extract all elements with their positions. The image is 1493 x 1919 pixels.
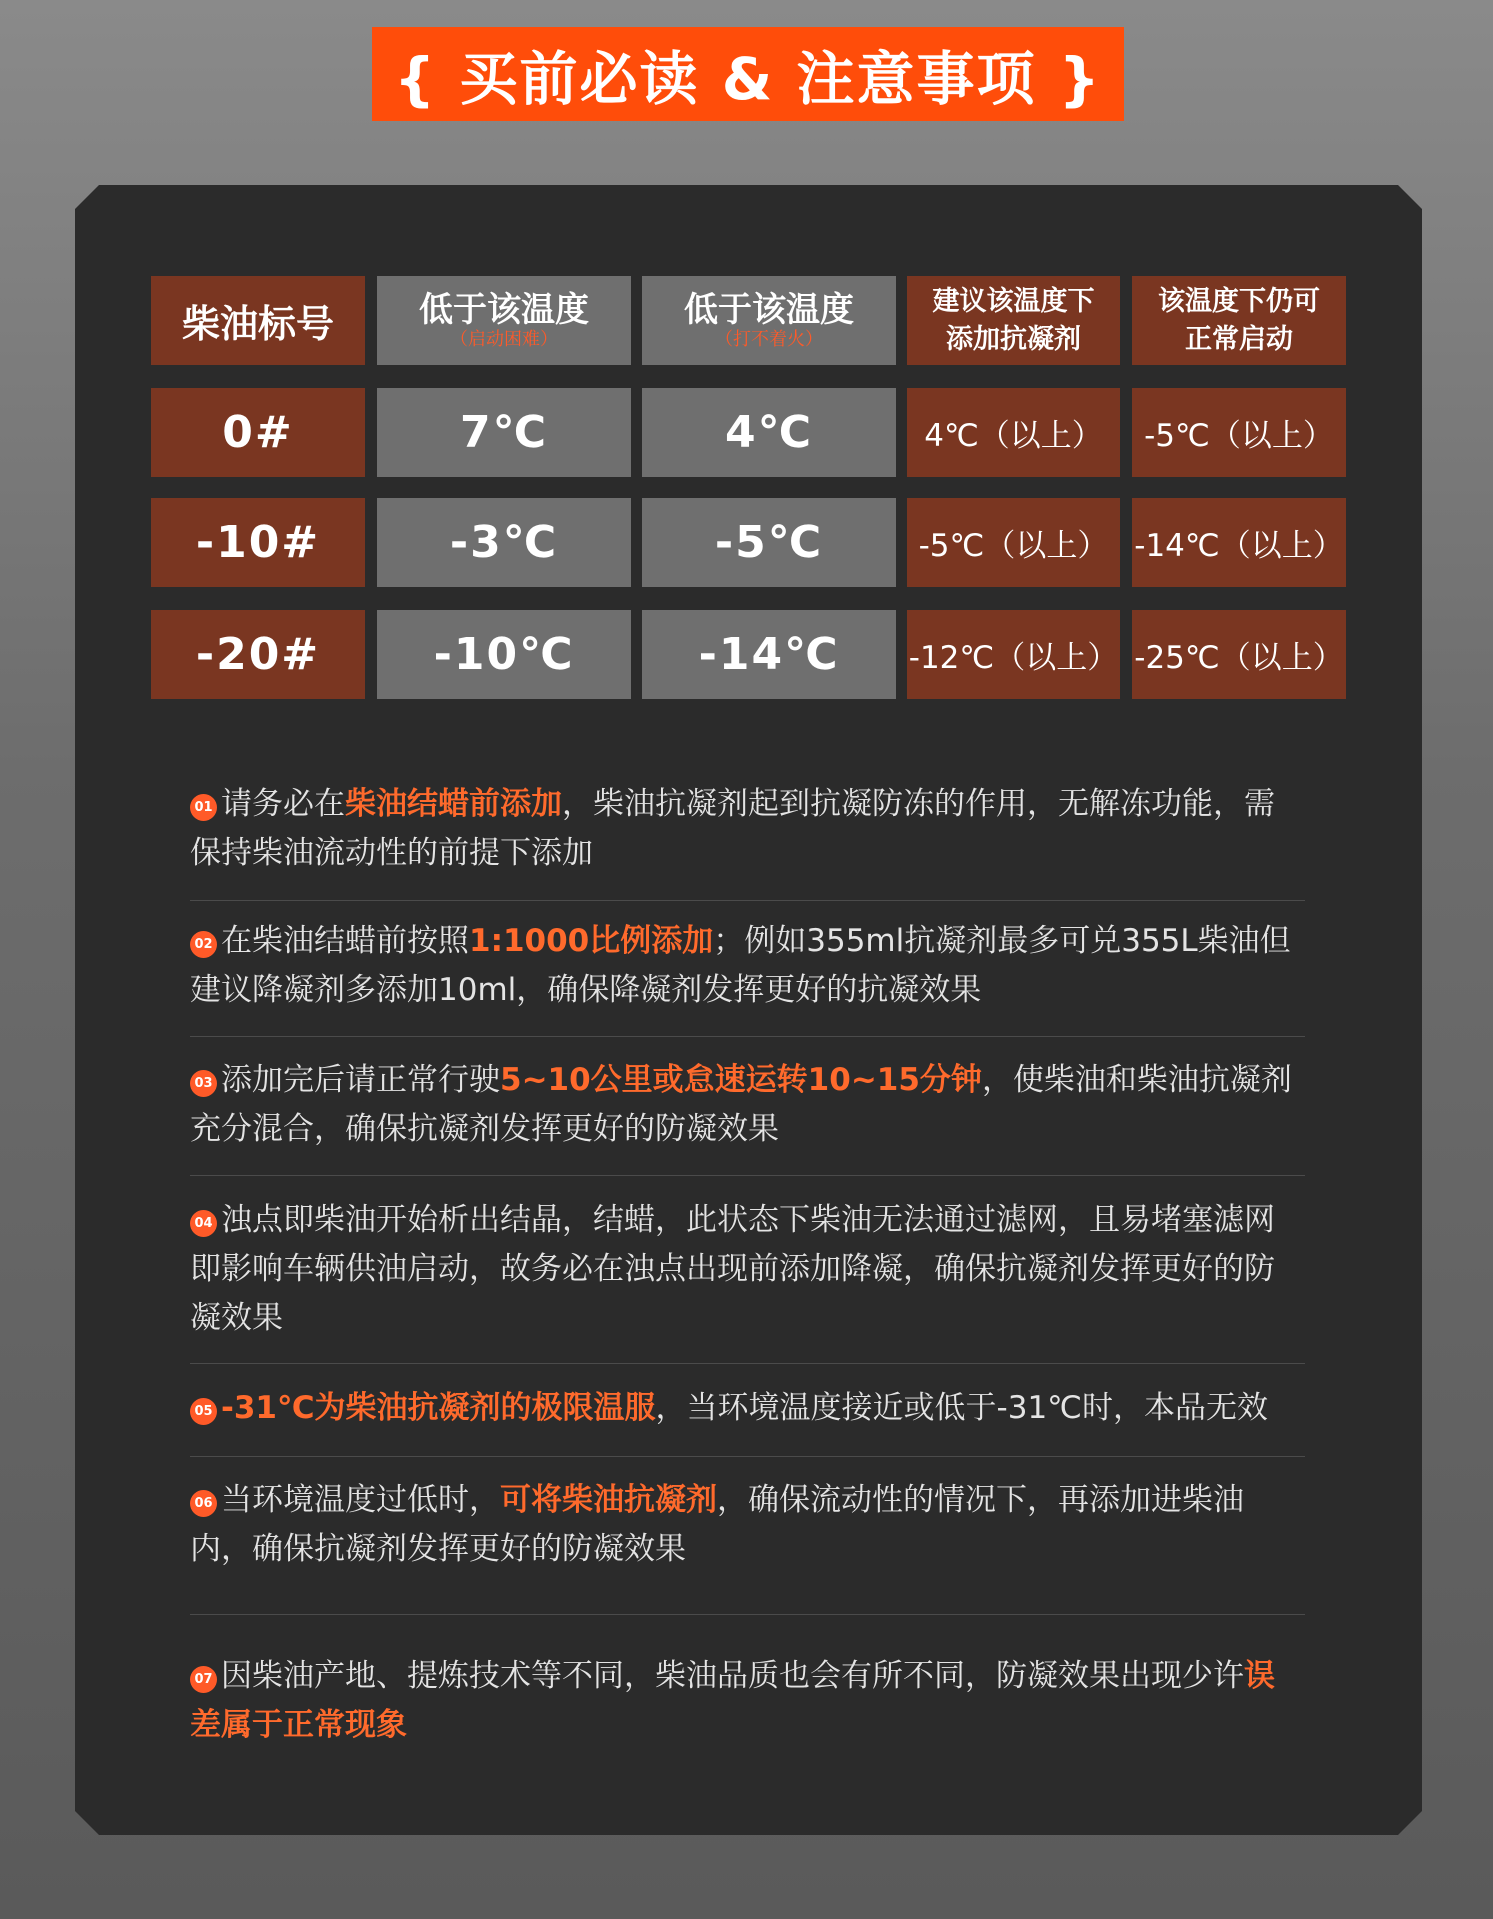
row-normal-start-temp: -25℃（以上）: [1132, 610, 1346, 699]
row-add-antigel-temp: 4℃（以上）: [907, 388, 1120, 477]
note-text: ，柴油抗凝剂起到抗凝防冻的作用，无解冻功能，需保持柴油流动性的前提下添加: [190, 786, 1275, 871]
row-hard-start-temp: -3℃: [377, 498, 631, 587]
row-normal-start-temp: -14℃（以上）: [1132, 498, 1346, 587]
row-add-antigel-temp: -5℃（以上）: [907, 498, 1120, 587]
note-highlight: -31℃为柴油抗凝剂的极限温服: [221, 1390, 656, 1426]
note-item: [190, 1476, 1305, 1574]
note-number-badge: 05: [190, 1398, 217, 1425]
header-add-antigel-line2: 添加抗凝剂: [946, 323, 1081, 355]
note-text: 在柴油结蜡前按照: [221, 923, 469, 959]
note-item: [190, 1056, 1305, 1154]
divider: [190, 1614, 1305, 1615]
note-text: 因柴油产地、提炼技术等不同，柴油品质也会有所不同，防凝效果出现少许: [221, 1658, 1244, 1694]
note-highlight: 可将柴油抗凝剂: [500, 1482, 717, 1518]
divider: [190, 1175, 1305, 1176]
row-no-ignition-temp: 4℃: [642, 388, 896, 477]
note-item: [190, 917, 1305, 1015]
header-hard-start-label: 低于该温度: [419, 289, 589, 330]
note-number-badge: 01: [190, 794, 217, 821]
header-normal-start-line2: 正常启动: [1185, 323, 1293, 355]
header-no-ignition-label: 低于该温度: [684, 289, 854, 330]
header-hard-start: [377, 276, 631, 365]
note-text: ，当环境温度接近或低于-31℃时，本品无效: [655, 1390, 1268, 1426]
row-hard-start-temp: -10℃: [377, 610, 631, 699]
row-grade: -10#: [151, 498, 365, 587]
note-text: 添加完后请正常行驶: [221, 1062, 500, 1098]
header-no-ignition-sub: （打不着火）: [715, 328, 823, 350]
note-number-badge: 02: [190, 931, 217, 958]
header-hard-start-sub: （启动困难）: [450, 328, 558, 350]
divider: [190, 1363, 1305, 1364]
note-text: ，使柴油和柴油抗凝剂充分混合，确保抗凝剂发挥更好的防凝效果: [190, 1062, 1292, 1147]
note-highlight: 5~10公里或怠速运转10~15分钟: [500, 1062, 982, 1098]
header-add-antigel: [907, 276, 1120, 365]
note-number-badge: 07: [190, 1666, 217, 1693]
row-add-antigel-temp: -12℃（以上）: [907, 610, 1120, 699]
divider: [190, 1456, 1305, 1457]
row-hard-start-temp: 7℃: [377, 388, 631, 477]
row-grade: 0#: [151, 388, 365, 477]
note-text: ；例如355ml抗凝剂最多可兑355L柴油但建议降凝剂多添加10ml，确保降凝剂发挥更好的抗凝效果: [190, 923, 1291, 1008]
note-number-badge: 04: [190, 1210, 217, 1237]
divider: [190, 1036, 1305, 1037]
header-normal-start: [1132, 276, 1346, 365]
header-no-ignition: [642, 276, 896, 365]
header-add-antigel-line1: 建议该温度下: [932, 285, 1095, 317]
note-text: 当环境温度过低时，: [221, 1482, 500, 1518]
note-item: [190, 1384, 1305, 1433]
note-text: ，确保流动性的情况下，再添加进柴油内，确保抗凝剂发挥更好的防凝效果: [190, 1482, 1244, 1567]
row-grade: -20#: [151, 610, 365, 699]
header-grade: [151, 276, 365, 365]
header-grade-label: 柴油标号: [181, 302, 334, 346]
note-highlight: 1:1000比例添加: [469, 923, 714, 959]
divider: [190, 900, 1305, 901]
note-text: 请务必在: [221, 786, 345, 822]
note-highlight: 柴油结蜡前添加: [345, 786, 562, 822]
note-highlight: 误差属于正常现象: [190, 1658, 1275, 1743]
note-item: [190, 780, 1305, 878]
row-no-ignition-temp: -14℃: [642, 610, 896, 699]
header-normal-start-line1: 该温度下仍可: [1158, 285, 1320, 317]
note-item: [190, 1196, 1305, 1343]
row-normal-start-temp: -5℃（以上）: [1132, 388, 1346, 477]
row-no-ignition-temp: -5℃: [642, 498, 896, 587]
note-item: [190, 1652, 1305, 1750]
page-title: { 买前必读 & 注意事项 }: [372, 27, 1124, 121]
note-number-badge: 03: [190, 1070, 217, 1097]
note-number-badge: 06: [190, 1490, 217, 1517]
note-text: 浊点即柴油开始析出结晶，结蜡，此状态下柴油无法通过滤网，且易堵塞滤网即影响车辆供油启动，故务必在浊点出现前添加降凝，确保抗凝剂发挥更好的防凝效果: [190, 1202, 1275, 1336]
